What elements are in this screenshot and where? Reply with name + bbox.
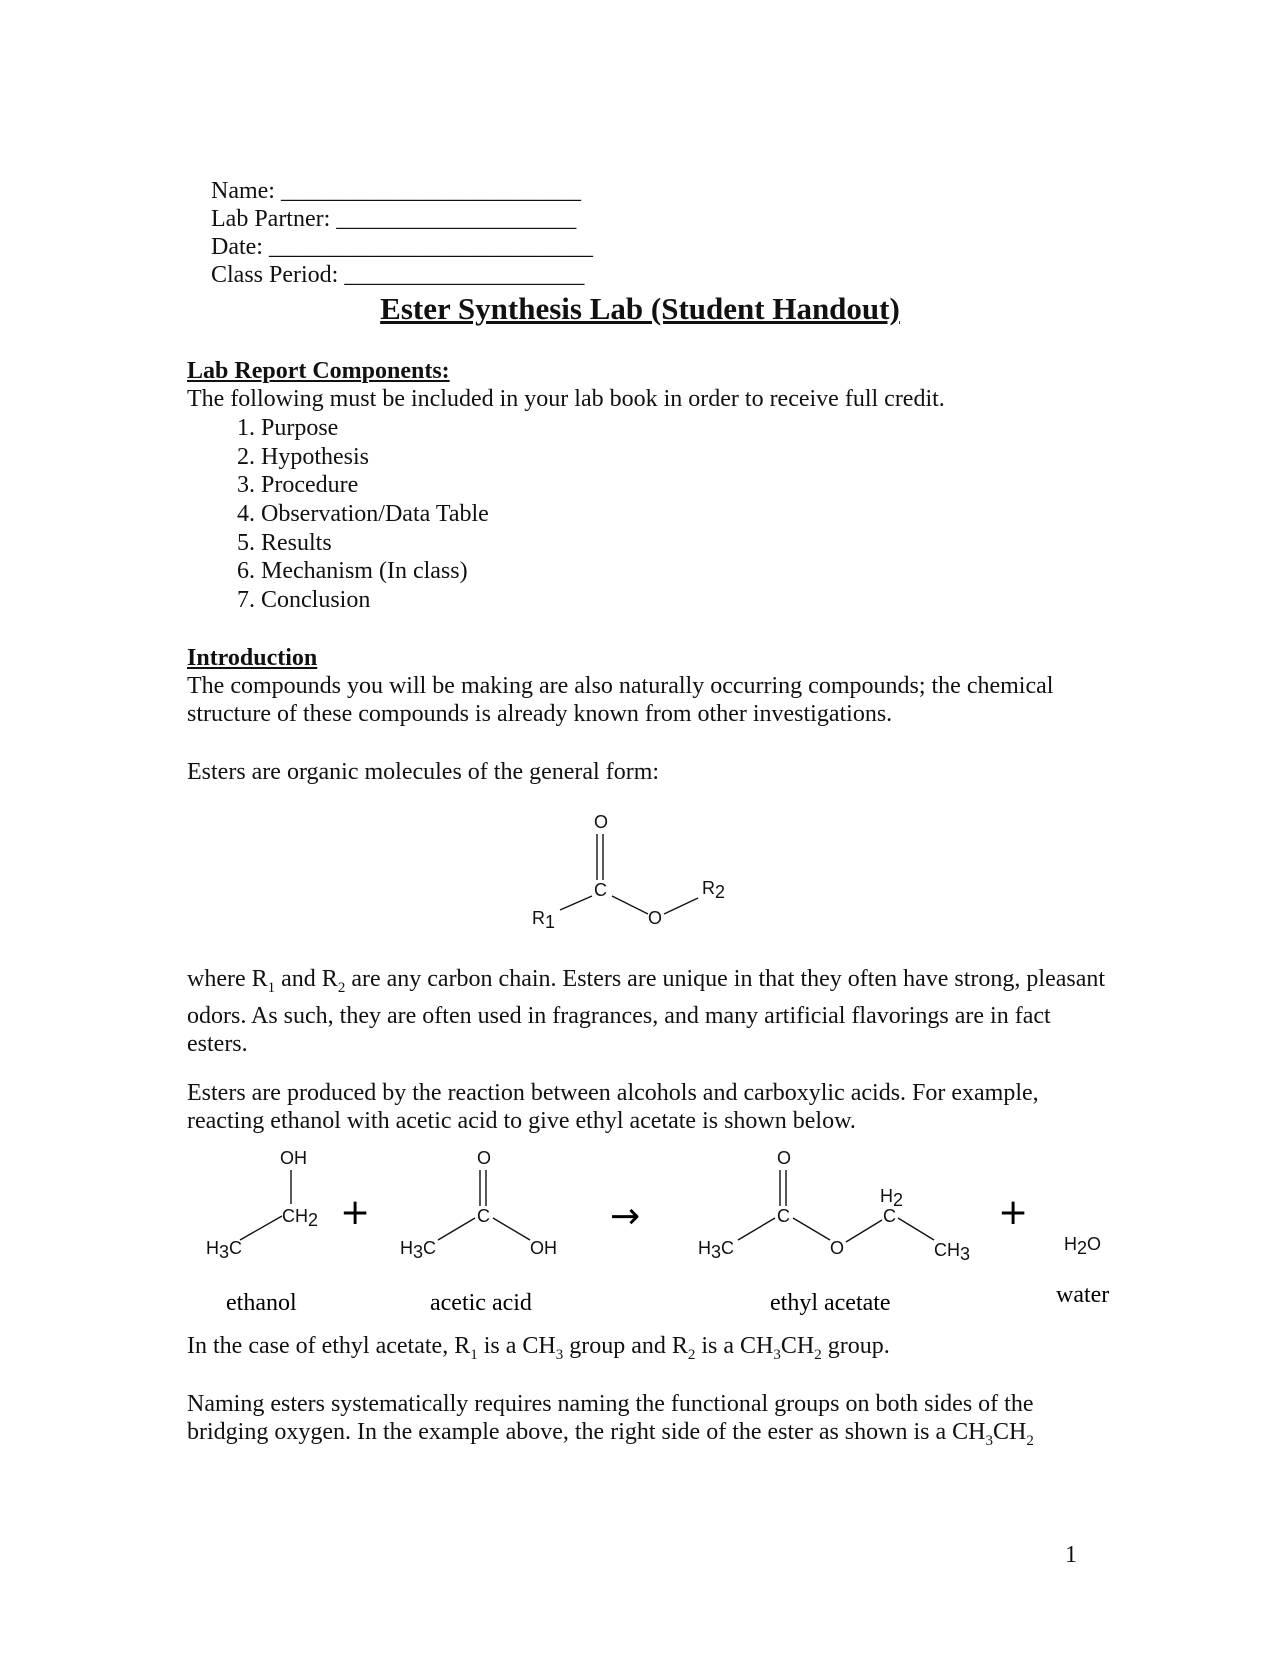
methyl-label: H3C	[206, 1238, 243, 1262]
components-list	[211, 414, 489, 615]
components-heading: Lab Report Components:	[187, 358, 450, 384]
components-intro: The following must be included in your lab book in order to receive full credit.	[187, 386, 945, 412]
r1-label: R1	[532, 908, 556, 932]
list-item: 6. Mechanism (In class)	[261, 557, 489, 586]
bond-line	[664, 898, 698, 914]
water-caption: water	[1056, 1282, 1110, 1308]
methylene-h-label: H2	[880, 1186, 904, 1210]
ethanol-caption: ethanol	[226, 1290, 297, 1316]
carbonyl-carbon-label: C	[777, 1206, 790, 1226]
carbonyl-carbon-label: C	[594, 880, 607, 900]
introduction-paragraph: The compounds you will be making are also naturally occurring compounds; the chemical structure of these compounds is already known from other investigations.	[187, 673, 1054, 727]
name-label: Name:	[211, 178, 275, 204]
bond-line	[846, 1220, 882, 1242]
naming-paragraph: Naming esters systematically requires naming the functional groups on both sides of the bridging oxygen. In the example above, the right side of the ester as shown is a $CH_3CH_2$	[187, 1391, 1034, 1449]
list-item: 3. Procedure	[261, 471, 489, 500]
bond-line	[560, 896, 592, 910]
ethyl-acetate-caption: ethyl acetate	[770, 1290, 891, 1316]
bond-line	[612, 896, 648, 914]
date-label: Date:	[211, 234, 263, 260]
methylene-label: CH2	[282, 1206, 319, 1230]
carbonyl-oxygen-label: O	[594, 812, 609, 832]
ethyl-acetate-structure	[698, 1148, 970, 1316]
bond-line	[240, 1216, 282, 1240]
list-item: 5. Results	[261, 529, 489, 558]
r2-label: R2	[702, 878, 726, 902]
ethyl-acetate-groups-sentence: In the case of ethyl acetate, $R_1$ is a $CH_3$ group and $R_2$ is a $CH_3CH_2$ group.	[187, 1333, 890, 1363]
carbonyl-oxygen-label: O	[477, 1148, 492, 1168]
ester-general-structure	[520, 800, 740, 940]
plus-sign: +	[340, 1192, 371, 1233]
bond-line	[793, 1218, 830, 1240]
class-period-label: Class Period:	[211, 262, 339, 288]
reaction-scheme	[190, 1140, 1140, 1340]
hydroxyl-label: OH	[280, 1148, 307, 1168]
acetic-acid-caption: acetic acid	[430, 1290, 532, 1316]
list-item: 2. Hypothesis	[261, 443, 489, 472]
reaction-intro-paragraph: Esters are produced by the reaction between alcohols and carboxylic acids. For example, reacting ethanol with acetic acid to give ethyl acetate is shown below.	[187, 1080, 1039, 1134]
bridging-oxygen-label: O	[648, 908, 663, 928]
methyl-label: H3C	[698, 1238, 735, 1262]
methyl-label: H3C	[400, 1238, 437, 1262]
lab-partner-blank: ____________________	[336, 206, 577, 232]
introduction-heading: Introduction	[187, 645, 318, 671]
carbonyl-carbon-label: C	[477, 1206, 490, 1226]
date-blank: ___________________________	[268, 234, 593, 260]
bond-line	[438, 1218, 475, 1240]
page-number: 1	[1065, 1542, 1077, 1568]
r-groups-paragraph: where $R_1$ and $R_2$ are any carbon chain. Esters are unique in that they often have strong, pleasant odors. As such, they are often used in fragrances, and many artificial flavorings are in fact esters.	[187, 966, 1106, 1057]
bridging-oxygen-label: O	[830, 1238, 845, 1258]
name-blank: _________________________	[280, 178, 581, 204]
water-formula: H2O	[1064, 1234, 1102, 1258]
reaction-arrow: →	[610, 1196, 641, 1237]
bond-line	[738, 1218, 775, 1240]
acetic-acid-structure	[400, 1148, 557, 1316]
ethanol-structure	[206, 1148, 318, 1316]
list-item: 1. Purpose	[261, 414, 489, 443]
general-form-sentence: Esters are organic molecules of the general form:	[187, 759, 660, 785]
carbonyl-oxygen-label: O	[777, 1148, 792, 1168]
water-structure	[1056, 1234, 1109, 1308]
lab-partner-label: Lab Partner:	[211, 206, 331, 232]
bond-line	[493, 1218, 530, 1240]
methylene-carbon-label: C	[883, 1206, 896, 1226]
terminal-methyl-label: CH3	[934, 1240, 971, 1264]
plus-sign: +	[998, 1192, 1029, 1233]
list-item: 7. Conclusion	[261, 586, 489, 615]
class-period-blank: ____________________	[344, 262, 585, 288]
hydroxyl-label: OH	[530, 1238, 557, 1258]
page-title: Ester Synthesis Lab (Student Handout)	[380, 291, 900, 326]
bond-line	[898, 1218, 934, 1240]
list-item: 4. Observation/Data Table	[261, 500, 489, 529]
